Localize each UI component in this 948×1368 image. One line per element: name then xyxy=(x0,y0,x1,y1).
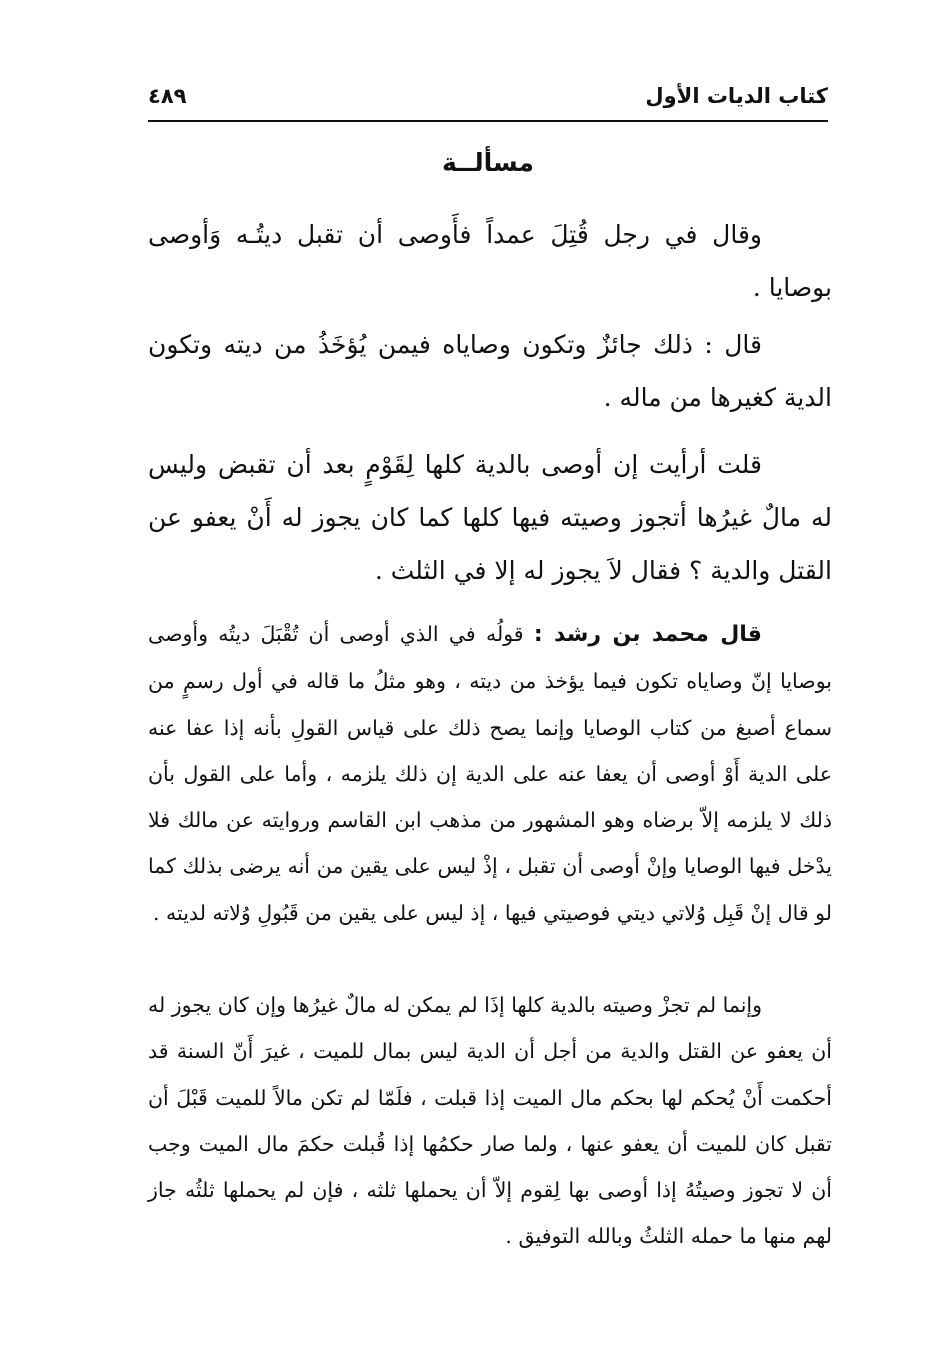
paragraph-conclusion: وإنما لم تجزْ وصيته بالدية كلها إذَا لم يمكن له مالٌ غيرُها وإن كان يجوز له أن يعفو عن القتل والدية من أجل أن الدية ليس بمال للميت ، غيرَ أَنّ السنة قد أحكمت أَنْ يُحكم لها بحكم مال الميت إذا قبلت ، فلَمّا لم تكن مالاً للميت قَبْلَ أن تقبل كان للميت أن يعفو عنها ، ولما صار حكمُها إذا قُبلت حكمَ مال الميت وجب أن لا تجوز وصيتُهُ إذا أوصى بها لِقوم إلاّ أن يحملها ثلثه ، فإن لم يحملها ثلثُه جاز لهم منها ما حمله الثلثُ وبالله التوفيق . xyxy=(148,993,832,1249)
page-number: ٤٨٩ xyxy=(148,84,187,108)
commentator-name: قال محمد بن رشد : xyxy=(533,622,762,647)
paragraph-followup: قلت أرأيت إن أوصى بالدية كلها لِقَوْمٍ بعد أن تقبض وليس له مالٌ غيرُها أتجوز وصيته فيها كلها كما كان يجوز له أَنْ يعفو عن القتل والدية ؟ فقال لاَ يجوز له إلا في الثلث . xyxy=(148,450,832,585)
paragraph-question: وقال في رجل قُتِلَ عمداً فأَوصى أن تقبل ديتُـه وَأوصى بوصايا . xyxy=(148,220,832,302)
running-header xyxy=(148,78,828,118)
chapter-title: كتاب الديات الأول xyxy=(645,84,828,108)
commentary-text: قولُه في الذي أوصى أن تُقْبَلَ ديتُه وأوصى بوصايا إنّ وصاياه تكون فيما يؤخذ من ديته ، وهو مثلُ ما قاله في أول رسمٍ من سماع أصبغ من كتاب الوصايا وإنما يصح ذلك على قياس القولِ بأنه إذا عفا عنه على الدية أَوْ أوصى أن يعفا عنه على الدية إن ذلك يلزمه ، وأما على القول بأن ذلك لا يلزمه إلاّ برضاه وهو المشهور من مذهب ابن القاسم وروايته عن مالك فلا يدْخل فيها الوصايا وإنْ أوصى أن تقبل ، إذْ ليس على يقين من أنه يرضى بذلك كما لو قال إنْ قَبِل وُلاتي ديتي فوصيتي فيها ، إذ ليس على يقين من قَبُولِ وُلاته لديته . xyxy=(148,622,832,925)
section-title: مسألــة xyxy=(442,148,534,177)
paragraph-answer: قال : ذلك جائزٌ وتكون وصاياه فيمن يُؤخَذُ من ديته وتكون الدية كغيرها من ماله . xyxy=(148,330,832,412)
header-divider xyxy=(148,120,828,122)
paragraph-commentary xyxy=(148,611,832,936)
